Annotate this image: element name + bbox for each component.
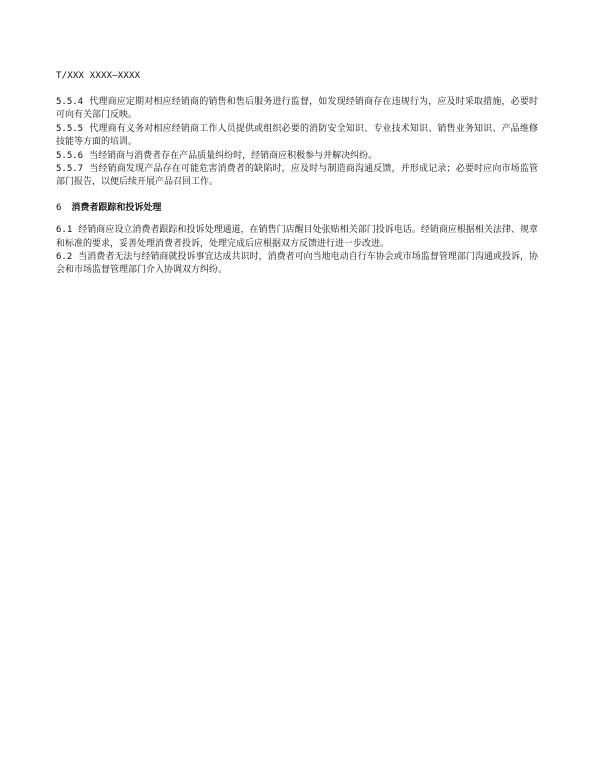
clause-text: 代理商有义务对相应经销商工作人员提供或组织必要的消防安全知识、专业技术知识、销售业务知识、产品维修技能等方面的培训。 <box>56 123 538 148</box>
clause-text: 经销商应设立消费者跟踪和投诉处理通道，在销售门店醒目处张贴相关部门投诉电话。经销商应根据相关法律、规章和标准的要求，妥善处理消费者投诉，处理完成后应根据双方反馈进行进一步改进。 <box>56 225 538 249</box>
clause-text: 代理商应定期对相应经销商的销售和售后服务进行监督，如发现经销商存在违规行为，应及时采取措施，必要时可向有关部门反映。 <box>56 97 538 121</box>
clause-6-1 <box>56 224 538 251</box>
clause-number: 5.5.5 <box>56 123 84 134</box>
clause-number: 5.5.6 <box>56 150 84 161</box>
clause-5-5-6 <box>56 150 538 163</box>
clause-text: 当经销商与消费者存在产品质量纠纷时，经销商应积极参与并解决纠纷。 <box>89 150 378 161</box>
clause-text: 当经销商发现产品存在可能危害消费者的缺陷时，应及时与制造商沟通反馈，并形成记录；必要时应向市场监管部门报告，以便后续开展产品召回工作。 <box>56 164 538 188</box>
section-heading <box>56 202 538 215</box>
clause-text: 当消费者无法与经销商就投诉事宜达成共识时，消费者可向当地电动自行车协会或市场监督管理部门沟通或投诉，协会和市场监督管理部门介入协调双方纠纷。 <box>56 252 538 276</box>
clause-number: 5.5.4 <box>56 97 84 107</box>
clause-5-5-7 <box>56 163 538 190</box>
document-number: T/XXX XXXX—XXXX <box>56 71 141 81</box>
section-title: 消费者跟踪和投诉处理 <box>71 202 162 213</box>
clause-number: 6.2 <box>56 252 73 263</box>
document-body <box>56 96 538 278</box>
clause-6-2 <box>56 251 538 278</box>
section-number: 6 <box>56 202 62 213</box>
clause-5-5-5 <box>56 123 538 150</box>
clause-number: 6.1 <box>56 225 73 236</box>
clause-5-5-4 <box>56 96 538 123</box>
clause-number: 5.5.7 <box>56 164 84 175</box>
